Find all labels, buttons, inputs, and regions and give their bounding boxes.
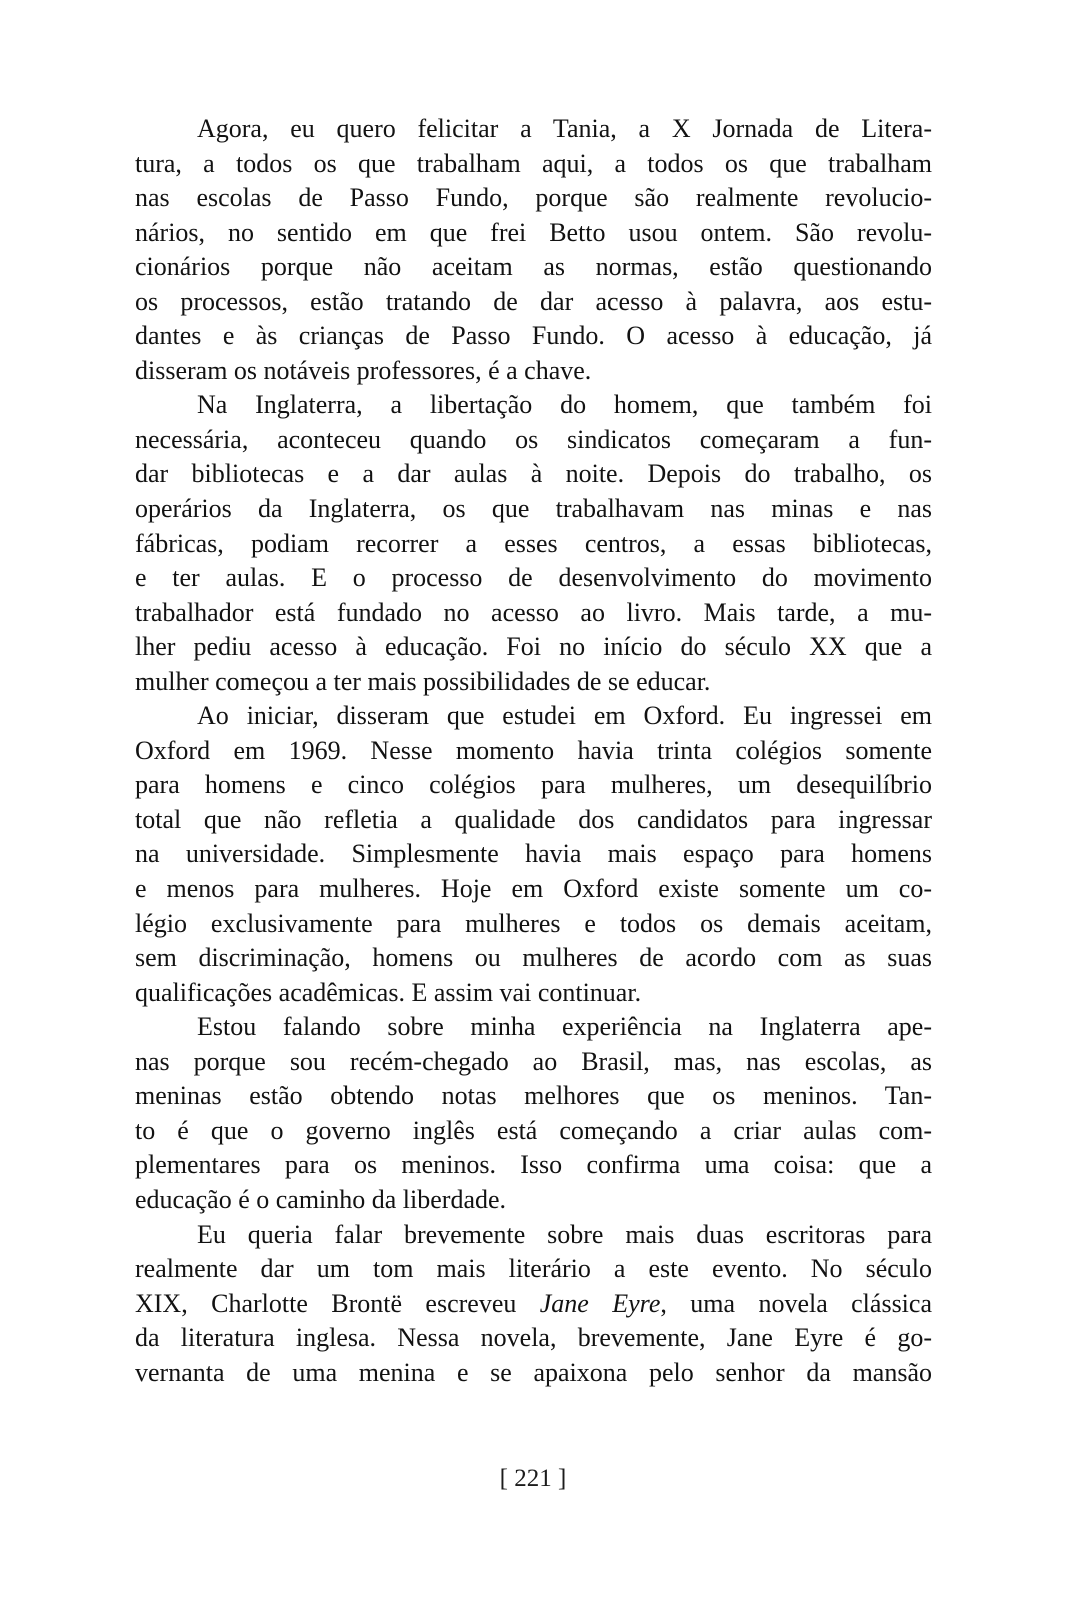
paragraph	[135, 699, 932, 1010]
text-line	[135, 216, 932, 251]
text-line	[135, 1218, 932, 1253]
text-line	[135, 457, 932, 492]
text-line	[135, 250, 932, 285]
text-segment: e ter aulas. E o processo de desenvolvimento do movimento	[135, 563, 932, 593]
text-segment: Estou falando sobre minha experiência na Inglaterra ape-	[197, 1012, 932, 1042]
page-number: [ 221 ]	[499, 1465, 567, 1492]
text-segment: Eu queria falar brevemente sobre mais duas escritoras para	[197, 1219, 932, 1249]
text-line	[135, 181, 932, 216]
text-segment: lher pediu acesso à educação. Foi no início do século XX que a	[135, 632, 932, 662]
text-segment: e menos para mulheres. Hoje em Oxford existe somente um co-	[135, 874, 932, 904]
text-line	[135, 803, 932, 838]
text-segment: necessária, aconteceu quando os sindicatos começaram a fun-	[135, 424, 932, 454]
text-segment: Oxford em 1969. Nesse momento havia trinta colégios somente	[135, 735, 932, 765]
text-line	[135, 388, 932, 423]
text-segment: sem discriminação, homens ou mulheres de acordo com as suas	[135, 943, 932, 973]
paragraph	[135, 112, 932, 388]
text-line	[135, 1045, 932, 1080]
text-line	[135, 1148, 932, 1183]
text-line	[135, 596, 932, 631]
text-line	[135, 1114, 932, 1149]
text-line	[135, 1252, 932, 1287]
text-segment: nas escolas de Passo Fundo, porque são realmente revolucio-	[135, 183, 932, 213]
text-line	[135, 734, 932, 769]
text-line	[135, 976, 932, 1011]
italic-book-title: Jane Eyre	[539, 1288, 661, 1318]
text-line	[135, 1287, 932, 1322]
text-segment: cionários porque não aceitam as normas, estão questionando	[135, 252, 932, 282]
text-segment: trabalhador está fundado no acesso ao livro. Mais tarde, a mu-	[135, 597, 932, 627]
text-segment: mulher começou a ter mais possibilidades de se educar.	[135, 666, 711, 696]
text-line	[135, 1010, 932, 1045]
text-segment: da literatura inglesa. Nessa novela, brevemente, Jane Eyre é go-	[135, 1323, 932, 1353]
text-line	[135, 492, 932, 527]
text-segment: tura, a todos os que trabalham aqui, a todos os que trabalham	[135, 148, 932, 178]
text-block	[135, 112, 932, 1390]
text-segment: para homens e cinco colégios para mulheres, um desequilíbrio	[135, 770, 932, 800]
text-line	[135, 941, 932, 976]
text-segment: os processos, estão tratando de dar acesso à palavra, aos estu-	[135, 286, 932, 316]
text-segment: vernanta de uma menina e se apaixona pelo senhor da mansão	[135, 1357, 932, 1387]
paragraph	[135, 1010, 932, 1217]
text-line	[135, 907, 932, 942]
text-segment: , uma novela clássica	[660, 1288, 932, 1318]
text-line	[135, 423, 932, 458]
text-segment: dantes e às crianças de Passo Fundo. O acesso à educação, já	[135, 321, 932, 351]
text-segment: total que não refletia a qualidade dos candidatos para ingressar	[135, 804, 932, 834]
text-segment: realmente dar um tom mais literário a este evento. No século	[135, 1254, 932, 1284]
text-segment: plementares para os meninos. Isso confirma uma coisa: que a	[135, 1150, 932, 1180]
text-segment: fábricas, podiam recorrer a esses centros, a essas bibliotecas,	[135, 528, 932, 558]
text-segment: XIX, Charlotte Brontë escreveu	[135, 1288, 540, 1318]
text-line	[135, 319, 932, 354]
text-segment: disseram os notáveis professores, é a chave.	[135, 355, 592, 385]
text-segment: légio exclusivamente para mulheres e todos os demais aceitam,	[135, 908, 932, 938]
text-line	[135, 768, 932, 803]
text-segment: na universidade. Simplesmente havia mais espaço para homens	[135, 839, 932, 869]
text-segment: qualificações acadêmicas. E assim vai continuar.	[135, 977, 642, 1007]
text-line	[135, 527, 932, 562]
text-line	[135, 1356, 932, 1391]
text-segment: Ao iniciar, disseram que estudei em Oxford. Eu ingressei em	[197, 701, 932, 731]
text-segment: dar bibliotecas e a dar aulas à noite. Depois do trabalho, os	[135, 459, 932, 489]
text-segment: operários da Inglaterra, os que trabalhavam nas minas e nas	[135, 494, 932, 524]
text-line	[135, 699, 932, 734]
text-line	[135, 630, 932, 665]
text-line	[135, 665, 932, 700]
text-segment: Agora, eu quero felicitar a Tania, a X Jornada de Litera-	[197, 114, 932, 143]
text-line	[135, 285, 932, 320]
text-segment: nas porque sou recém-chegado ao Brasil, mas, nas escolas, as	[135, 1046, 932, 1076]
text-segment: Na Inglaterra, a libertação do homem, que também foi	[197, 390, 932, 420]
paragraph	[135, 388, 932, 699]
text-segment: meninas estão obtendo notas melhores que os meninos. Tan-	[135, 1081, 932, 1111]
text-line	[135, 1183, 932, 1218]
text-line	[135, 147, 932, 182]
text-line	[135, 354, 932, 389]
text-segment: educação é o caminho da liberdade.	[135, 1184, 507, 1214]
text-segment: to é que o governo inglês está começando a criar aulas com-	[135, 1115, 932, 1145]
text-line	[135, 561, 932, 596]
text-line	[135, 872, 932, 907]
text-line	[135, 1079, 932, 1114]
text-segment: nários, no sentido em que frei Betto usou ontem. São revolu-	[135, 217, 932, 247]
text-line	[135, 837, 932, 872]
paragraph	[135, 1218, 932, 1391]
text-line	[135, 112, 932, 147]
text-line	[135, 1321, 932, 1356]
